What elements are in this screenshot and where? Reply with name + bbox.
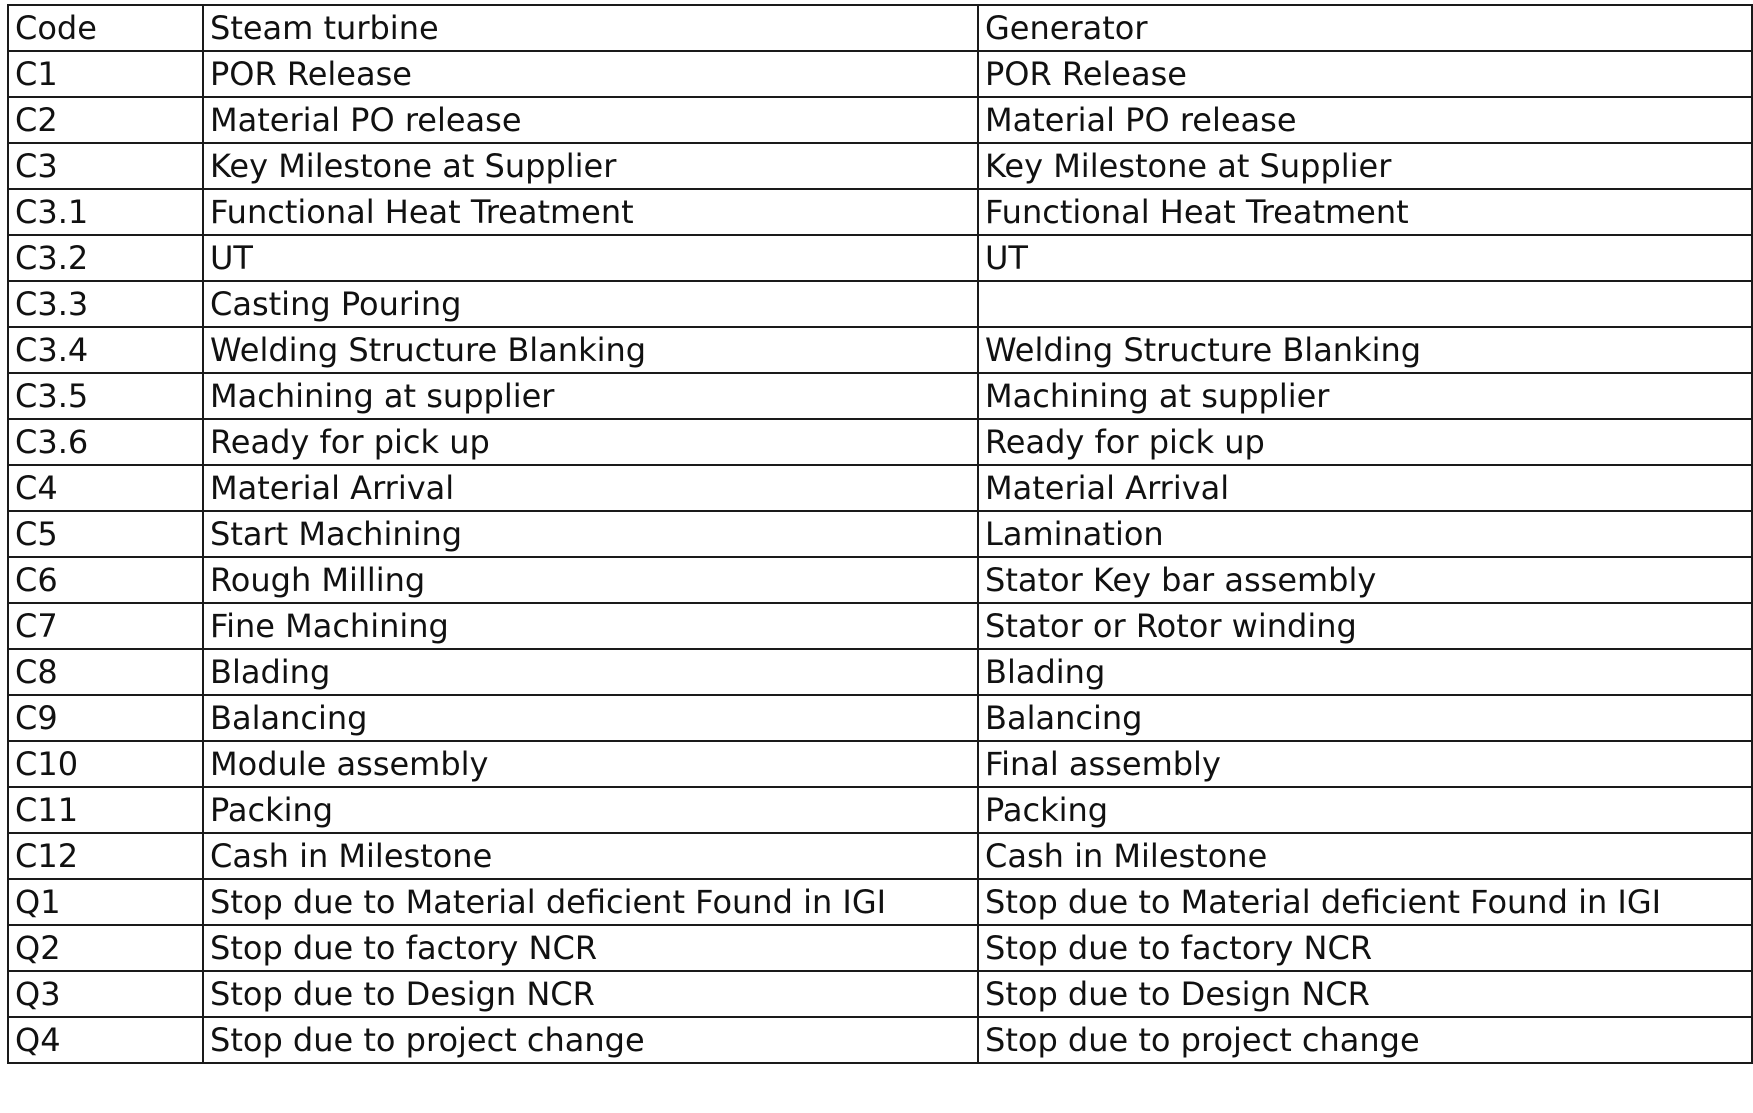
steam-turbine-cell: Stop due to Material deficient Found in IGI <box>203 879 978 925</box>
code-cell: C3.3 <box>8 281 203 327</box>
table-row <box>8 557 1752 603</box>
steam-turbine-cell: Machining at supplier <box>203 373 978 419</box>
steam-turbine-cell: Stop due to project change <box>203 1017 978 1063</box>
generator-cell: POR Release <box>978 51 1752 97</box>
table-row <box>8 925 1752 971</box>
generator-cell: Balancing <box>978 695 1752 741</box>
table-row <box>8 1017 1752 1063</box>
steam-turbine-cell: Key Milestone at Supplier <box>203 143 978 189</box>
steam-turbine-cell: Module assembly <box>203 741 978 787</box>
steam-turbine-cell: Functional Heat Treatment <box>203 189 978 235</box>
steam-turbine-cell: Material Arrival <box>203 465 978 511</box>
code-cell: C4 <box>8 465 203 511</box>
generator-cell: Lamination <box>978 511 1752 557</box>
generator-cell: Final assembly <box>978 741 1752 787</box>
header-steam-turbine: Steam turbine <box>203 5 978 51</box>
header-generator: Generator <box>978 5 1752 51</box>
steam-turbine-cell: Blading <box>203 649 978 695</box>
steam-turbine-cell: Cash in Milestone <box>203 833 978 879</box>
code-cell: Q3 <box>8 971 203 1017</box>
code-cell: Q4 <box>8 1017 203 1063</box>
table-row <box>8 511 1752 557</box>
table-row <box>8 741 1752 787</box>
table-row <box>8 833 1752 879</box>
table-row <box>8 235 1752 281</box>
code-cell: C10 <box>8 741 203 787</box>
table-row <box>8 649 1752 695</box>
code-cell: Q2 <box>8 925 203 971</box>
code-cell: C5 <box>8 511 203 557</box>
table-row <box>8 327 1752 373</box>
steam-turbine-cell: Balancing <box>203 695 978 741</box>
code-cell: C3 <box>8 143 203 189</box>
generator-cell: Blading <box>978 649 1752 695</box>
code-cell: C3.5 <box>8 373 203 419</box>
generator-cell: Ready for pick up <box>978 419 1752 465</box>
code-cell: C12 <box>8 833 203 879</box>
steam-turbine-cell: Start Machining <box>203 511 978 557</box>
steam-turbine-cell: Welding Structure Blanking <box>203 327 978 373</box>
code-cell: C3.6 <box>8 419 203 465</box>
table-row <box>8 97 1752 143</box>
generator-cell <box>978 281 1752 327</box>
table-row <box>8 373 1752 419</box>
table-row <box>8 695 1752 741</box>
table-row <box>8 971 1752 1017</box>
table-row <box>8 419 1752 465</box>
generator-cell: Stator or Rotor winding <box>978 603 1752 649</box>
steam-turbine-cell: Fine Machining <box>203 603 978 649</box>
generator-cell: Stator Key bar assembly <box>978 557 1752 603</box>
table-row <box>8 879 1752 925</box>
steam-turbine-cell: UT <box>203 235 978 281</box>
table-row <box>8 189 1752 235</box>
steam-turbine-cell: POR Release <box>203 51 978 97</box>
steam-turbine-cell: Casting Pouring <box>203 281 978 327</box>
code-cell: C3.2 <box>8 235 203 281</box>
generator-cell: Stop due to factory NCR <box>978 925 1752 971</box>
table-row <box>8 603 1752 649</box>
table-row <box>8 465 1752 511</box>
table-body <box>8 51 1752 1063</box>
generator-cell: Packing <box>978 787 1752 833</box>
generator-cell: Stop due to Material deficient Found in IGI <box>978 879 1752 925</box>
table-row <box>8 787 1752 833</box>
milestone-code-table <box>7 4 1753 1064</box>
code-cell: C1 <box>8 51 203 97</box>
generator-cell: Stop due to Design NCR <box>978 971 1752 1017</box>
generator-cell: Functional Heat Treatment <box>978 189 1752 235</box>
code-cell: C7 <box>8 603 203 649</box>
code-cell: C6 <box>8 557 203 603</box>
code-cell: Q1 <box>8 879 203 925</box>
code-cell: C11 <box>8 787 203 833</box>
code-cell: C2 <box>8 97 203 143</box>
code-cell: C3.1 <box>8 189 203 235</box>
steam-turbine-cell: Material PO release <box>203 97 978 143</box>
table-row <box>8 281 1752 327</box>
steam-turbine-cell: Ready for pick up <box>203 419 978 465</box>
steam-turbine-cell: Packing <box>203 787 978 833</box>
generator-cell: Machining at supplier <box>978 373 1752 419</box>
table-row <box>8 143 1752 189</box>
generator-cell: Cash in Milestone <box>978 833 1752 879</box>
steam-turbine-cell: Rough Milling <box>203 557 978 603</box>
table-header-row <box>8 5 1752 51</box>
header-code: Code <box>8 5 203 51</box>
code-cell: C3.4 <box>8 327 203 373</box>
generator-cell: Key Milestone at Supplier <box>978 143 1752 189</box>
steam-turbine-cell: Stop due to Design NCR <box>203 971 978 1017</box>
generator-cell: Material PO release <box>978 97 1752 143</box>
steam-turbine-cell: Stop due to factory NCR <box>203 925 978 971</box>
generator-cell: UT <box>978 235 1752 281</box>
code-cell: C8 <box>8 649 203 695</box>
generator-cell: Welding Structure Blanking <box>978 327 1752 373</box>
generator-cell: Material Arrival <box>978 465 1752 511</box>
code-cell: C9 <box>8 695 203 741</box>
generator-cell: Stop due to project change <box>978 1017 1752 1063</box>
table-row <box>8 51 1752 97</box>
